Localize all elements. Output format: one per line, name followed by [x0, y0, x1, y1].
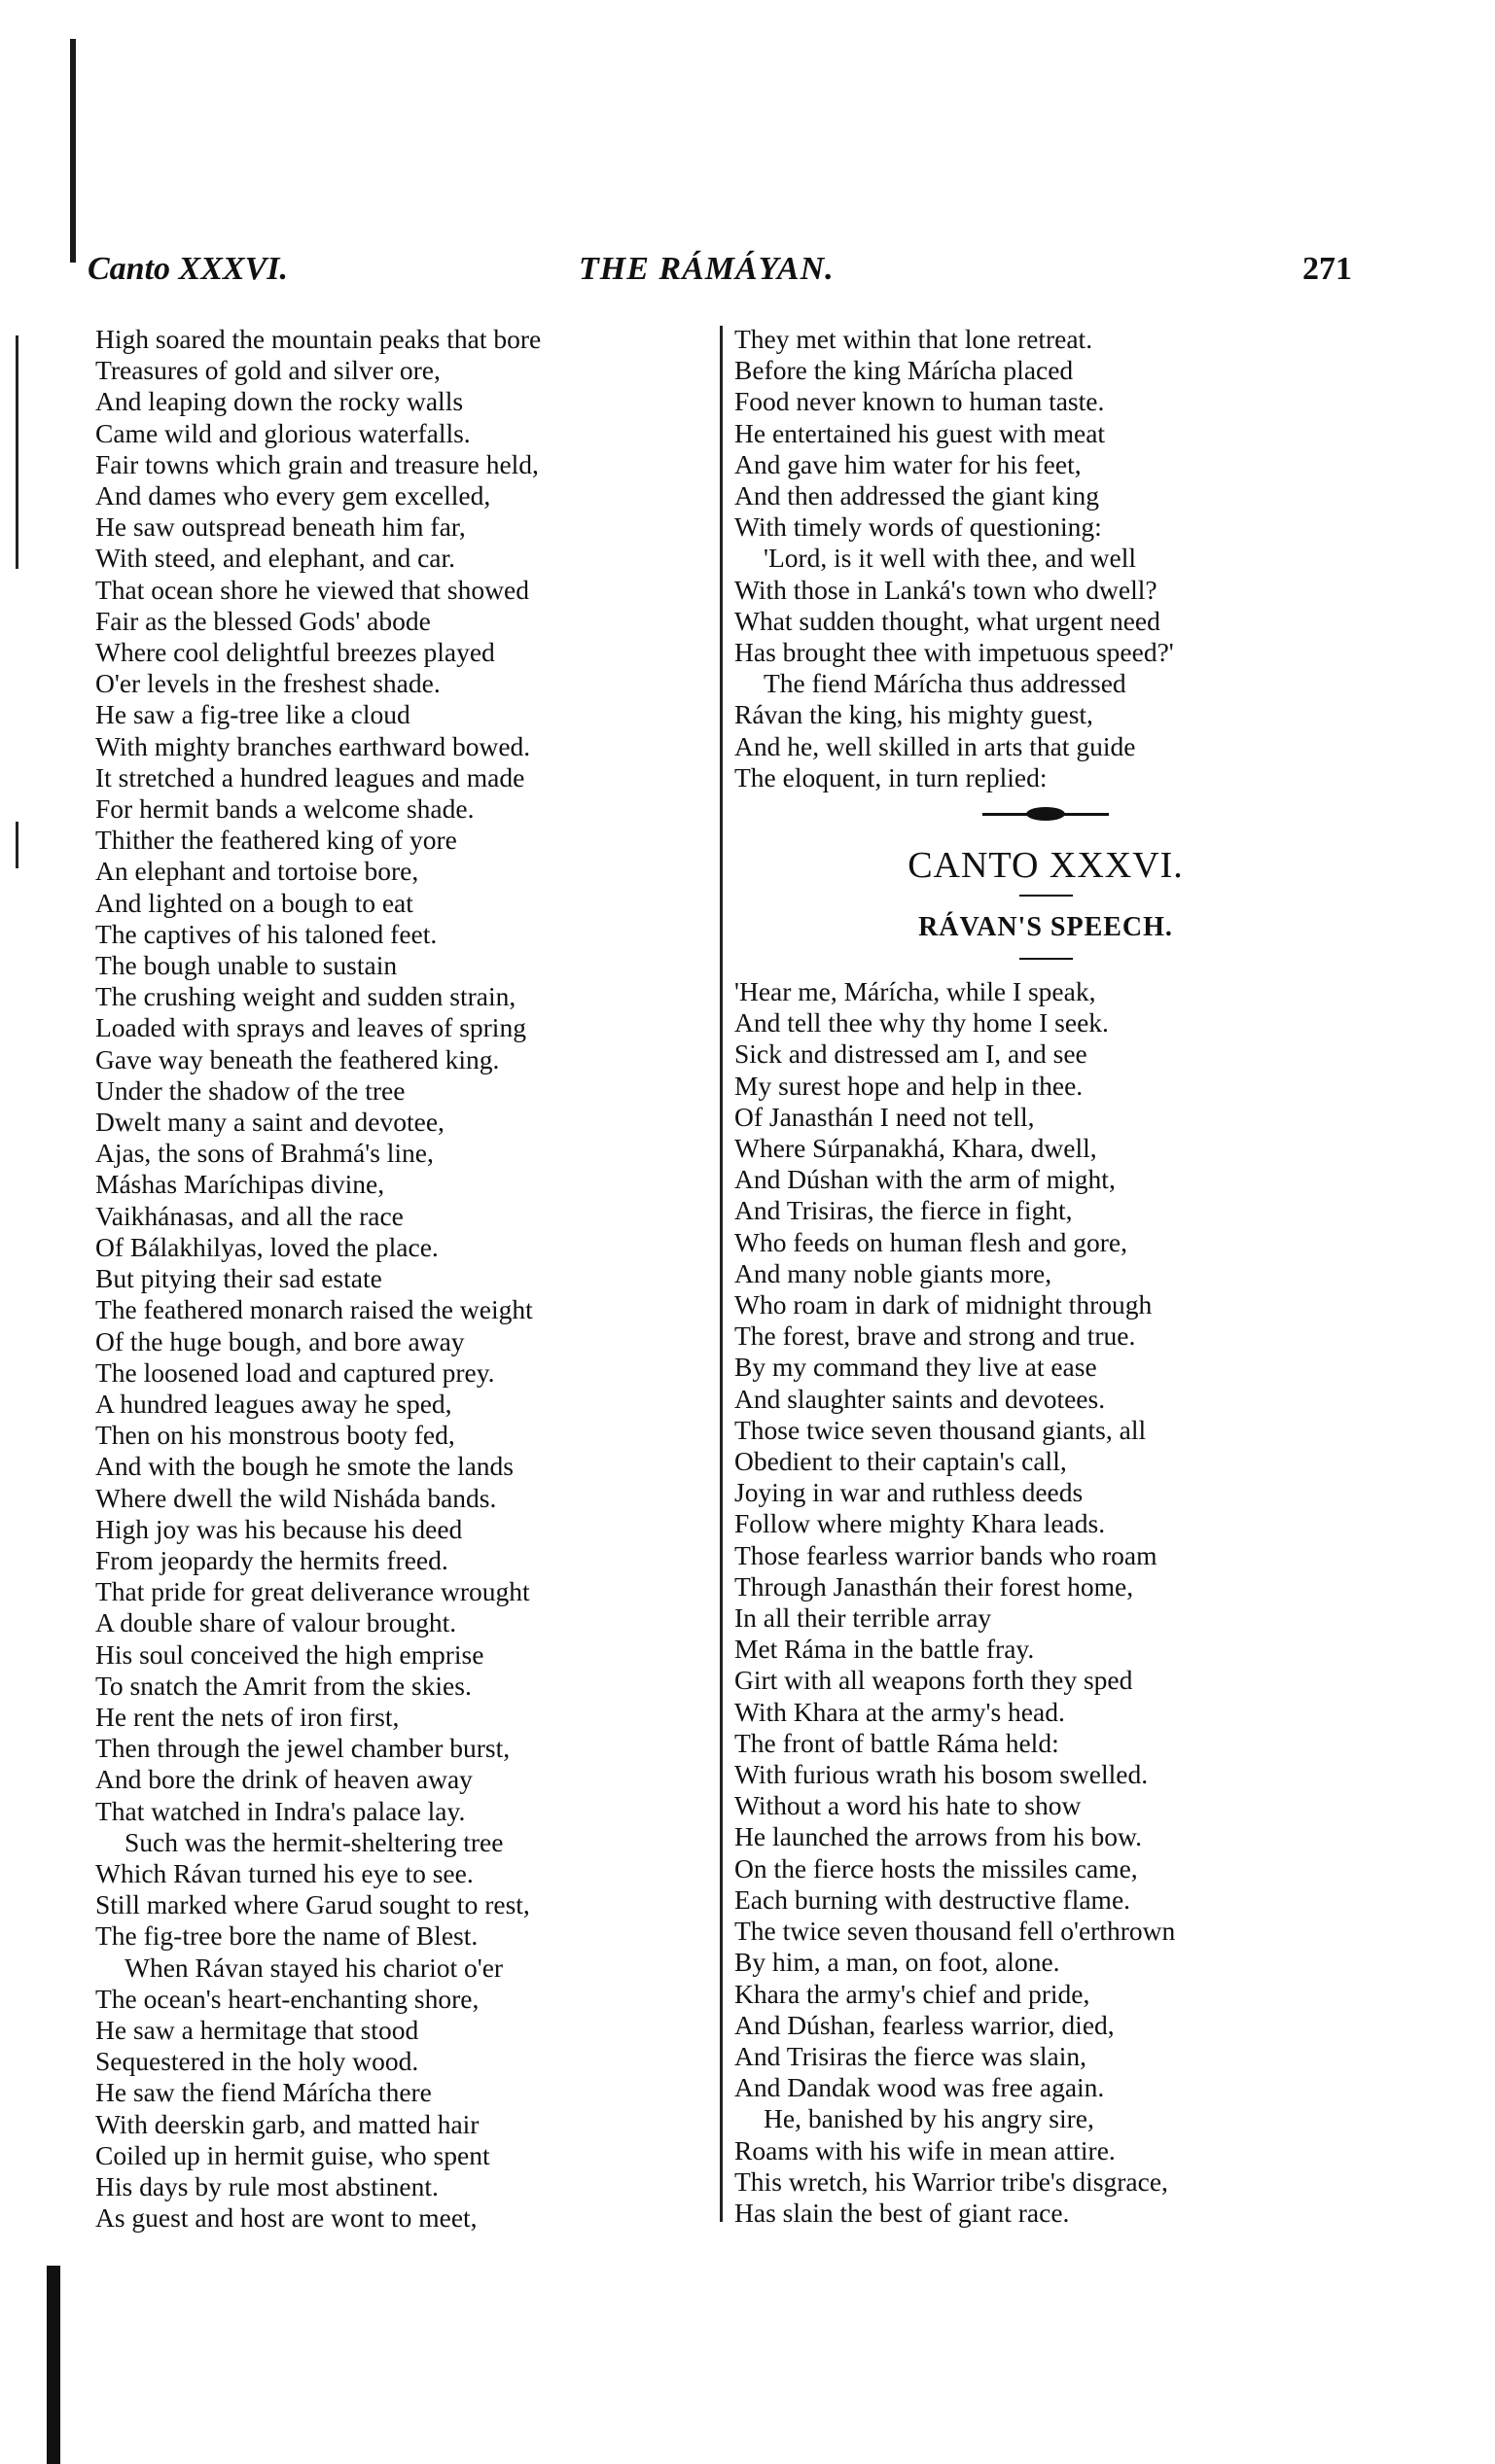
verse-line: A hundred leagues away he sped, [95, 1388, 452, 1419]
verse-line: The feathered monarch raised the weight [95, 1294, 533, 1325]
verse-line: Loaded with sprays and leaves of spring [95, 1012, 526, 1043]
verse-line: Those fearless warrior bands who roam [734, 1539, 1157, 1570]
left-column [95, 324, 776, 2234]
section-ornament [734, 805, 1357, 825]
verse-line: High soared the mountain peaks that bore [95, 324, 542, 354]
verse-line: My surest hope and help in thee. [734, 1070, 1084, 1101]
verse-line: He saw a hermitage that stood [95, 2014, 419, 2045]
verse-line: Who roam in dark of midnight through [734, 1289, 1153, 1320]
verse-line: With Khara at the army's head. [734, 1696, 1065, 1727]
verse-line: He saw outspread beneath him far, [95, 511, 466, 543]
verse-line: And Dúshan, fearless warrior, died, [734, 2009, 1115, 2040]
verse-line: Of Bálakhilyas, loved the place. [95, 1231, 439, 1262]
verse-line: And with the bough he smote the lands [95, 1451, 515, 1482]
verse-line: 'Lord, is it well with thee, and well [764, 543, 1136, 574]
verse-line: And slaughter saints and devotees. [734, 1383, 1106, 1414]
verse-line: That watched in Indra's palace lay. [95, 1795, 466, 1826]
verse-line: On the fierce hosts the missiles came, [734, 1852, 1138, 1883]
verse-line: The bough unable to sustain [95, 950, 398, 981]
verse-line: Has slain the best of giant race. [734, 2197, 1070, 2228]
verse-line: A double share of valour brought. [95, 1607, 457, 1638]
verse-line: Fair as the blessed Gods' abode [95, 605, 431, 636]
verse-line: Vaikhánasas, and all the race [95, 1200, 404, 1231]
verse-line: In all their terrible array [734, 1602, 992, 1634]
verse-line: Dwelt many a saint and devotee, [95, 1107, 445, 1138]
verse-line: And then addressed the giant king [734, 480, 1099, 511]
verse-line: He rent the nets of iron first, [95, 1701, 400, 1732]
verse-line: The loosened load and captured prey. [95, 1356, 495, 1388]
verse-line: This wretch, his Warrior tribe's disgrace, [734, 2165, 1168, 2197]
verse-line: He, banished by his angry sire, [764, 2103, 1094, 2134]
verse-line: Where cool delightful breezes played [95, 637, 495, 668]
verse-line: And Dandak wood was free again. [734, 2072, 1105, 2103]
verse-line: Each burning with destructive flame. [734, 1883, 1131, 1915]
verse-line: Has brought thee with impetuous speed?' [734, 637, 1174, 668]
verse-line: Who feeds on human flesh and gore, [734, 1226, 1127, 1257]
verse-line: As guest and host are wont to meet, [95, 2202, 478, 2234]
margin-line [16, 822, 18, 868]
verse-line: Which Rávan turned his eye to see. [95, 1857, 474, 1888]
verse-line: When Rávan stayed his chariot o'er [125, 1952, 504, 1983]
verse-line: The ocean's heart-enchanting shore, [95, 1983, 480, 2014]
verse-line: The forest, brave and strong and true. [734, 1320, 1136, 1352]
ornament-dot [1026, 807, 1065, 821]
verse-line: They met within that lone retreat. [734, 324, 1093, 354]
verse-line: Without a word his hate to show [734, 1790, 1082, 1821]
verse-line: Those twice seven thousand giants, all [734, 1414, 1147, 1445]
right-column-bottom [734, 976, 1415, 2229]
verse-line: It stretched a hundred leagues and made [95, 761, 525, 792]
verse-line: The twice seven thousand fell o'erthrown [734, 1916, 1176, 1947]
verse-line: Before the king Márícha placed [734, 355, 1074, 386]
verse-line: With timely words of questioning: [734, 511, 1102, 543]
verse-line: Food never known to human taste. [734, 386, 1105, 417]
verse-line: Then on his monstrous booty fed, [95, 1420, 455, 1451]
verse-line: And lighted on a bough to eat [95, 887, 413, 918]
verse-line: To snatch the Amrit from the skies. [95, 1670, 472, 1701]
page-header [88, 251, 1352, 299]
verse-line: Girt with all weapons forth they sped [734, 1665, 1133, 1696]
verse-line: The crushing weight and sudden strain, [95, 981, 516, 1012]
verse-line: Treasures of gold and silver ore, [95, 355, 441, 386]
canto-heading: CANTO XXXVI. [908, 845, 1184, 886]
page-number: 271 [1302, 251, 1352, 287]
verse-line: Came wild and glorious waterfalls. [95, 417, 471, 448]
verse-line: His days by rule most abstinent. [95, 2170, 439, 2201]
verse-line: What sudden thought, what urgent need [734, 605, 1160, 636]
verse-line: For hermit bands a welcome shade. [95, 793, 475, 825]
running-head-title: THE RÁMÁYAN. [579, 251, 835, 287]
verse-line: Sequestered in the holy wood. [95, 2046, 419, 2077]
verse-line: Sick and distressed am I, and see [734, 1038, 1087, 1070]
speech-rule [1019, 958, 1073, 960]
verse-line: And dames who every gem excelled, [95, 480, 491, 511]
verse-line: Coiled up in hermit guise, who spent [95, 2139, 490, 2170]
verse-line: Then through the jewel chamber burst, [95, 1733, 511, 1764]
verse-line: With steed, and elephant, and car. [95, 543, 456, 574]
verse-line: Obedient to their captain's call, [734, 1446, 1067, 1477]
verse-line: He saw a fig-tree like a cloud [95, 699, 410, 730]
verse-line: And Trisiras, the fierce in fight, [734, 1195, 1073, 1226]
verse-line: Fair towns which grain and treasure held, [95, 448, 539, 479]
verse-line: By him, a man, on foot, alone. [734, 1947, 1060, 1978]
verse-line: The captives of his taloned feet. [95, 918, 438, 949]
verse-line: And leaping down the rocky walls [95, 386, 464, 417]
verse-line: Such was the hermit-sheltering tree [125, 1826, 504, 1857]
verse-line: Where dwell the wild Nishádа bands. [95, 1482, 497, 1513]
verse-line: Joying in war and ruthless deeds [734, 1477, 1084, 1508]
verse-line: He launched the arrows from his bow. [734, 1821, 1142, 1852]
verse-line: Where Súrpanakhá, Khara, dwell, [734, 1133, 1097, 1164]
verse-line: Of the huge bough, and bore away [95, 1325, 465, 1356]
verse-line: The eloquent, in turn replied: [734, 761, 1048, 792]
verse-line: Under the shadow of the tree [95, 1074, 406, 1106]
verse-line: Through Janasthán their forest home, [734, 1570, 1134, 1602]
verse-line: But pitying their sad estate [95, 1263, 382, 1294]
verse-line: Thither the feathered king of yore [95, 825, 457, 856]
running-head-canto: Canto XXXVI. [88, 251, 288, 287]
verse-line: With furious wrath his bosom swelled. [734, 1759, 1149, 1790]
verse-line: 'Hear me, Márícha, while I speak, [734, 976, 1096, 1006]
scan-edge-mark-bottom [47, 2266, 60, 2464]
verse-line: And tell thee why thy home I seek. [734, 1007, 1109, 1038]
verse-line: And bore the drink of heaven away [95, 1764, 473, 1795]
margin-line [16, 335, 18, 569]
verse-line: Máshas Maríchipas divine, [95, 1169, 385, 1200]
verse-line: And many noble giants more, [734, 1257, 1052, 1288]
right-column-top [734, 324, 1415, 793]
verse-line: O'er levels in the freshest shade. [95, 668, 441, 699]
verse-line: Still marked where Garud sought to rest, [95, 1889, 530, 1920]
verse-line: With deerskin garb, and matted hair [95, 2108, 480, 2139]
verse-line: That pride for great deliverance wrought [95, 1576, 530, 1607]
verse-line: Roams with his wife in mean attire. [734, 2134, 1116, 2165]
verse-line: And he, well skilled in arts that guide [734, 730, 1136, 761]
scan-edge-mark [70, 39, 76, 263]
verse-line: And Trisiras the fierce was slain, [734, 2040, 1087, 2071]
verse-line: The fiend Márícha thus addressed [764, 668, 1126, 699]
verse-line: Rávan the king, his mighty guest, [734, 699, 1093, 730]
verse-line: And gave him water for his feet, [734, 448, 1082, 479]
verse-line: That ocean shore he viewed that showed [95, 574, 529, 605]
speech-heading: RÁVAN'S SPEECH. [918, 912, 1173, 942]
verse-line: His soul conceived the high emprise [95, 1638, 484, 1670]
verse-line: From jeopardy the hermits freed. [95, 1544, 448, 1575]
verse-line: Of Janasthán I need not tell, [734, 1101, 1035, 1132]
verse-line: High joy was his because his deed [95, 1513, 463, 1544]
verse-line: And Dúshan with the arm of might, [734, 1164, 1116, 1195]
verse-line: He saw the fiend Márícha there [95, 2077, 432, 2108]
verse-line: Follow where mighty Khara leads. [734, 1508, 1106, 1539]
verse-line: With those in Lanká's town who dwell? [734, 574, 1157, 605]
canto-rule [1019, 895, 1073, 897]
verse-line: By my command they live at ease [734, 1352, 1097, 1383]
verse-line: Gave way beneath the feathered king. [95, 1043, 500, 1074]
verse-line: The front of battle Ráma held: [734, 1727, 1059, 1758]
verse-line: An elephant and tortoise bore, [95, 856, 419, 887]
verse-line: Ajas, the sons of Brahmá's line, [95, 1138, 434, 1169]
verse-line: Met Ráma in the battle fray. [734, 1634, 1035, 1665]
verse-line: He entertained his guest with meat [734, 417, 1106, 448]
verse-line: Khara the army's chief and pride, [734, 1978, 1090, 2009]
verse-line: With mighty branches earthward bowed. [95, 730, 531, 761]
verse-line: The fig-tree bore the name of Blest. [95, 1920, 479, 1952]
